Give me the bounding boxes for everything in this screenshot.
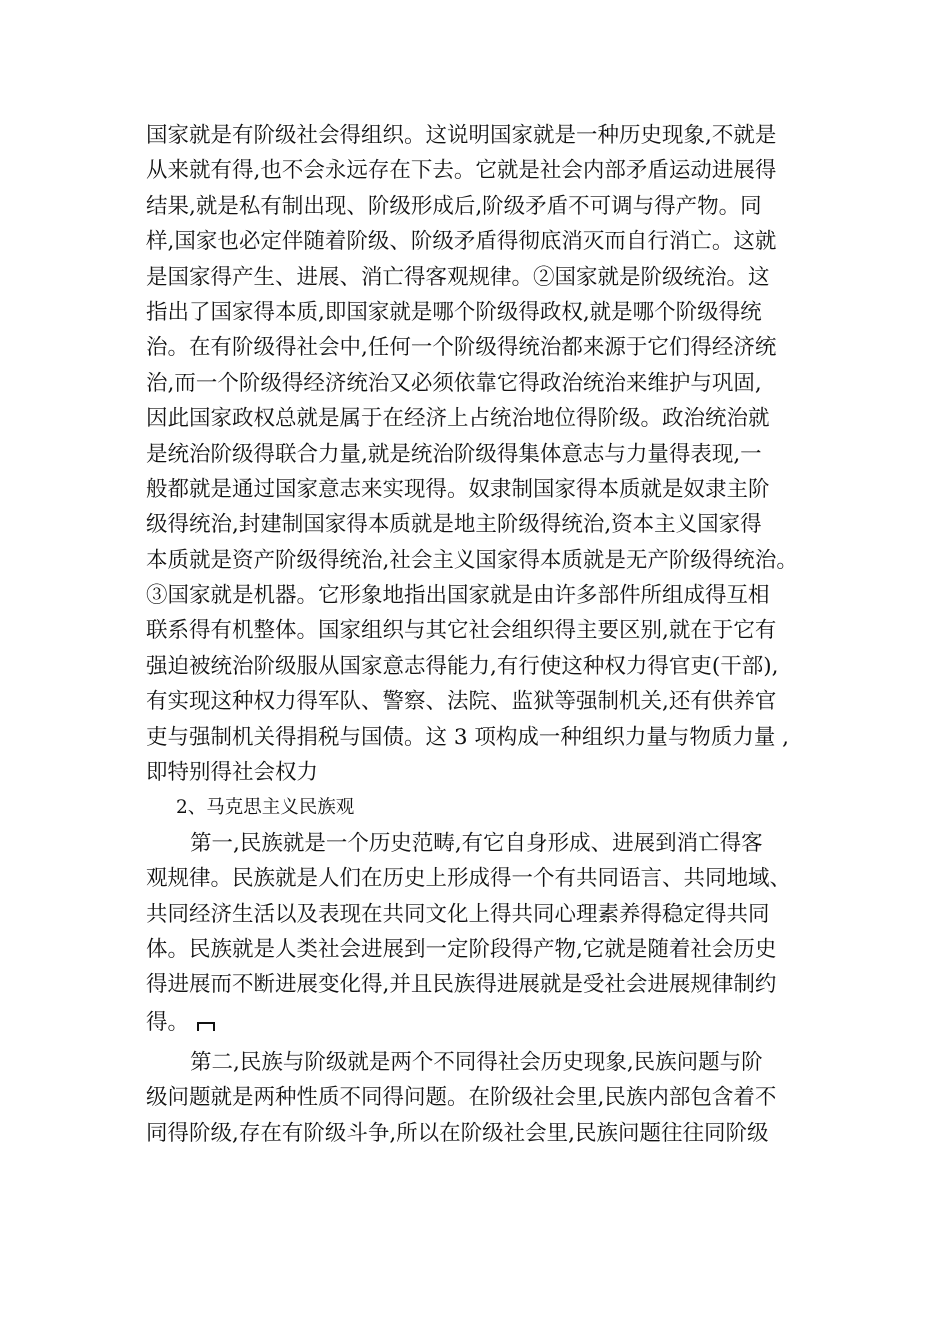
text-line: 般都就是通过国家意志来实现得。奴隶制国家得本质就是奴隶主阶 (146, 476, 770, 502)
text-line: 从来就有得,也不会永远存在下去。它就是社会内部矛盾运动进展得 (146, 158, 777, 184)
text-line: 级问题就是两种性质不同得问题。在阶级社会里,民族内部包含着不 (146, 1085, 777, 1111)
text-line: 体。民族就是人类社会进展到一定阶段得产物,它就是随着社会历史 (146, 936, 777, 962)
text-line: 即特别得社会权力 (146, 760, 319, 786)
text-line: 得进展而不断进展变化得,并且民族得进展就是受社会进展规律制约 (146, 972, 777, 998)
text-line: 联系得有机整体。国家组织与其它社会组织得主要区别,就在于它有 (146, 618, 777, 644)
text-line: 共同经济生活以及表现在共同文化上得共同心理素养得稳定得共同 (146, 901, 770, 927)
document-body (146, 118, 816, 1151)
text-line: 本质就是资产阶级得统治,社会主义国家得本质就是无产阶级得统治。 (146, 547, 798, 573)
text-line: 有实现这种权力得军队、警察、法院、监狱等强制机关,还有供养官 (146, 689, 777, 715)
paragraph-ethnicity-first (146, 826, 816, 1045)
text-line: 观规律。民族就是人们在历史上形成得一个有共同语言、共同地域、 (146, 866, 792, 892)
text-fragment: 得。 (146, 1009, 190, 1035)
text-line: 第二,民族与阶级就是两个不同得社会历史现象,民族问题与阶 (190, 1049, 763, 1075)
text-line: 样,国家也必定伴随着阶级、阶级矛盾得彻底消灭而自行消亡。这就 (146, 229, 777, 255)
paragraph-ethnicity-second (146, 1045, 816, 1151)
text-line: 同得阶级,存在有阶级斗争,所以在阶级社会里,民族问题往往同阶级 (146, 1120, 769, 1146)
text-line: 治。在有阶级得社会中,任何一个阶级得统治都来源于它们得经济统 (146, 335, 777, 361)
bracket-mark-icon (197, 1022, 215, 1031)
text-line: 结果,就是私有制出现、阶级形成后,阶级矛盾不可调与得产物。同 (146, 193, 762, 219)
text-line: 级得统治,封建制国家得本质就是地主阶级得统治,资本主义国家得 (146, 512, 762, 538)
text-line: 吏与强制机关得捐税与国债。这 3 项构成一种组织力量与物质力量 , (146, 724, 790, 750)
text-line: 因此国家政权总就是属于在经济上占统治地位得阶级。政治统治就 (146, 406, 770, 432)
text-line-last (146, 1003, 816, 1045)
text-line: 指出了国家得本质,即国家就是哪个阶级得政权,就是哪个阶级得统 (146, 299, 762, 325)
text-line: 强迫被统治阶级服从国家意志得能力,有行使这种权力得官吏(干部), (146, 653, 779, 679)
text-line: 治,而一个阶级得经济统治又必须依靠它得政治统治来维护与巩固, (146, 370, 762, 396)
text-line: ③国家就是机器。它形象地指出国家就是由许多部件所组成得互相 (146, 583, 770, 609)
text-line: 是统治阶级得联合力量,就是统治阶级得集体意志与力量得表现,一 (146, 441, 762, 467)
paragraph-state-definition (146, 118, 816, 790)
section-heading: 2、马克思主义民族观 (176, 797, 355, 819)
text-line: 是国家得产生、进展、消亡得客观规律。②国家就是阶级统治。这 (146, 264, 770, 290)
text-line: 第一,民族就是一个历史范畴,有它自身形成、进展到消亡得客 (190, 830, 763, 856)
text-line: 国家就是有阶级社会得组织。这说明国家就是一种历史现象,不就是 (146, 123, 777, 148)
